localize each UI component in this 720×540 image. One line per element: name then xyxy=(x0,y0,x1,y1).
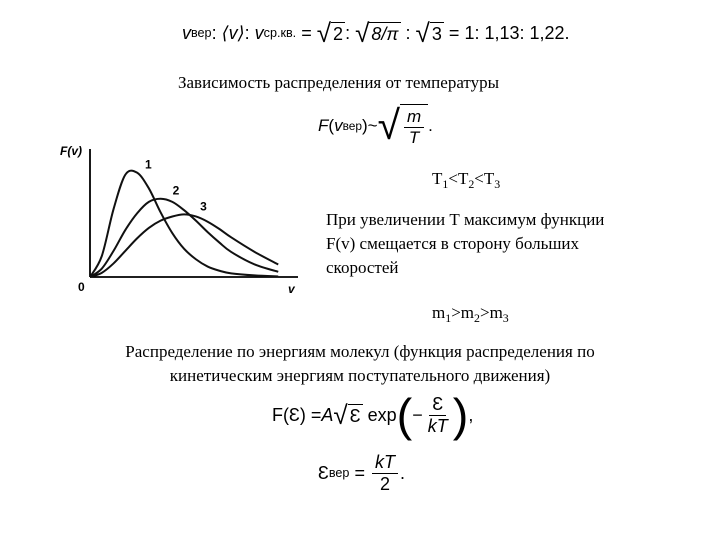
curve-label-1: 1 xyxy=(145,157,152,172)
y-axis-label: F(v) xyxy=(60,144,82,158)
shift-description xyxy=(326,208,604,280)
formula-energy-distribution: F(Ɛ) = A √ Ɛ exp ( − $\frac{Ɛ}{kT}$ ) , xyxy=(272,389,474,441)
mass-relation: $m_1>m_2>m_3$ xyxy=(432,303,509,326)
description-line-1: При увеличении Т максимум функции xyxy=(326,210,605,229)
origin-label: 0 xyxy=(78,280,85,294)
sqrt-8pi: √ 8/π xyxy=(355,18,399,48)
energy-heading-line-1: Распределение по энергиям молекул (функция распределения по xyxy=(125,342,595,361)
energy-distribution-heading xyxy=(0,340,720,388)
curve-3 xyxy=(90,214,278,277)
sub-rms: ср.кв. xyxy=(263,26,297,41)
energy-heading-line-2: кинетическим энергиям поступательного движения) xyxy=(169,366,551,385)
description-line-3: скоростей xyxy=(326,258,399,277)
curve-label-3: 3 xyxy=(200,199,207,214)
colon-2: : xyxy=(244,22,250,43)
avg-v: ⟨v⟩ xyxy=(221,22,245,43)
temperature-relation: $T_1<T_2<T_3$ xyxy=(432,169,501,192)
heading-temperature: Зависимость распределения от температуры xyxy=(178,73,500,92)
formula-most-probable-energy: Ɛ вер = $\frac{kT}{2}$ . xyxy=(318,452,405,494)
description-line-2: F(v) смещается в сторону больших xyxy=(326,234,580,253)
ratio-result: 1: 1,13: 1,22. xyxy=(464,22,570,43)
x-axis-label: v xyxy=(288,282,295,295)
formula-velocity-ratio: v вер : ⟨v⟩ : v ср.кв. = √ 2 : √ 8/π : √ 3 = 1: 1,13: 1,22. xyxy=(182,18,570,48)
curve-label-2: 2 xyxy=(172,183,180,198)
maxwell-distribution-chart xyxy=(50,135,310,295)
sub-ver: вер xyxy=(191,26,212,41)
formula-fv-proportional: F ( v вер ) ~ √ $\frac{m}{T}$ . xyxy=(318,102,433,149)
curve-1 xyxy=(90,171,278,277)
equals-2: = xyxy=(448,22,460,43)
equals: = xyxy=(301,22,312,43)
sqrt-2: √ 2 xyxy=(316,18,344,48)
curve-2 xyxy=(90,199,278,277)
v-symbol: v xyxy=(182,22,191,43)
colon-1: : xyxy=(211,22,217,43)
sqrt-3: √ 3 xyxy=(415,18,442,48)
